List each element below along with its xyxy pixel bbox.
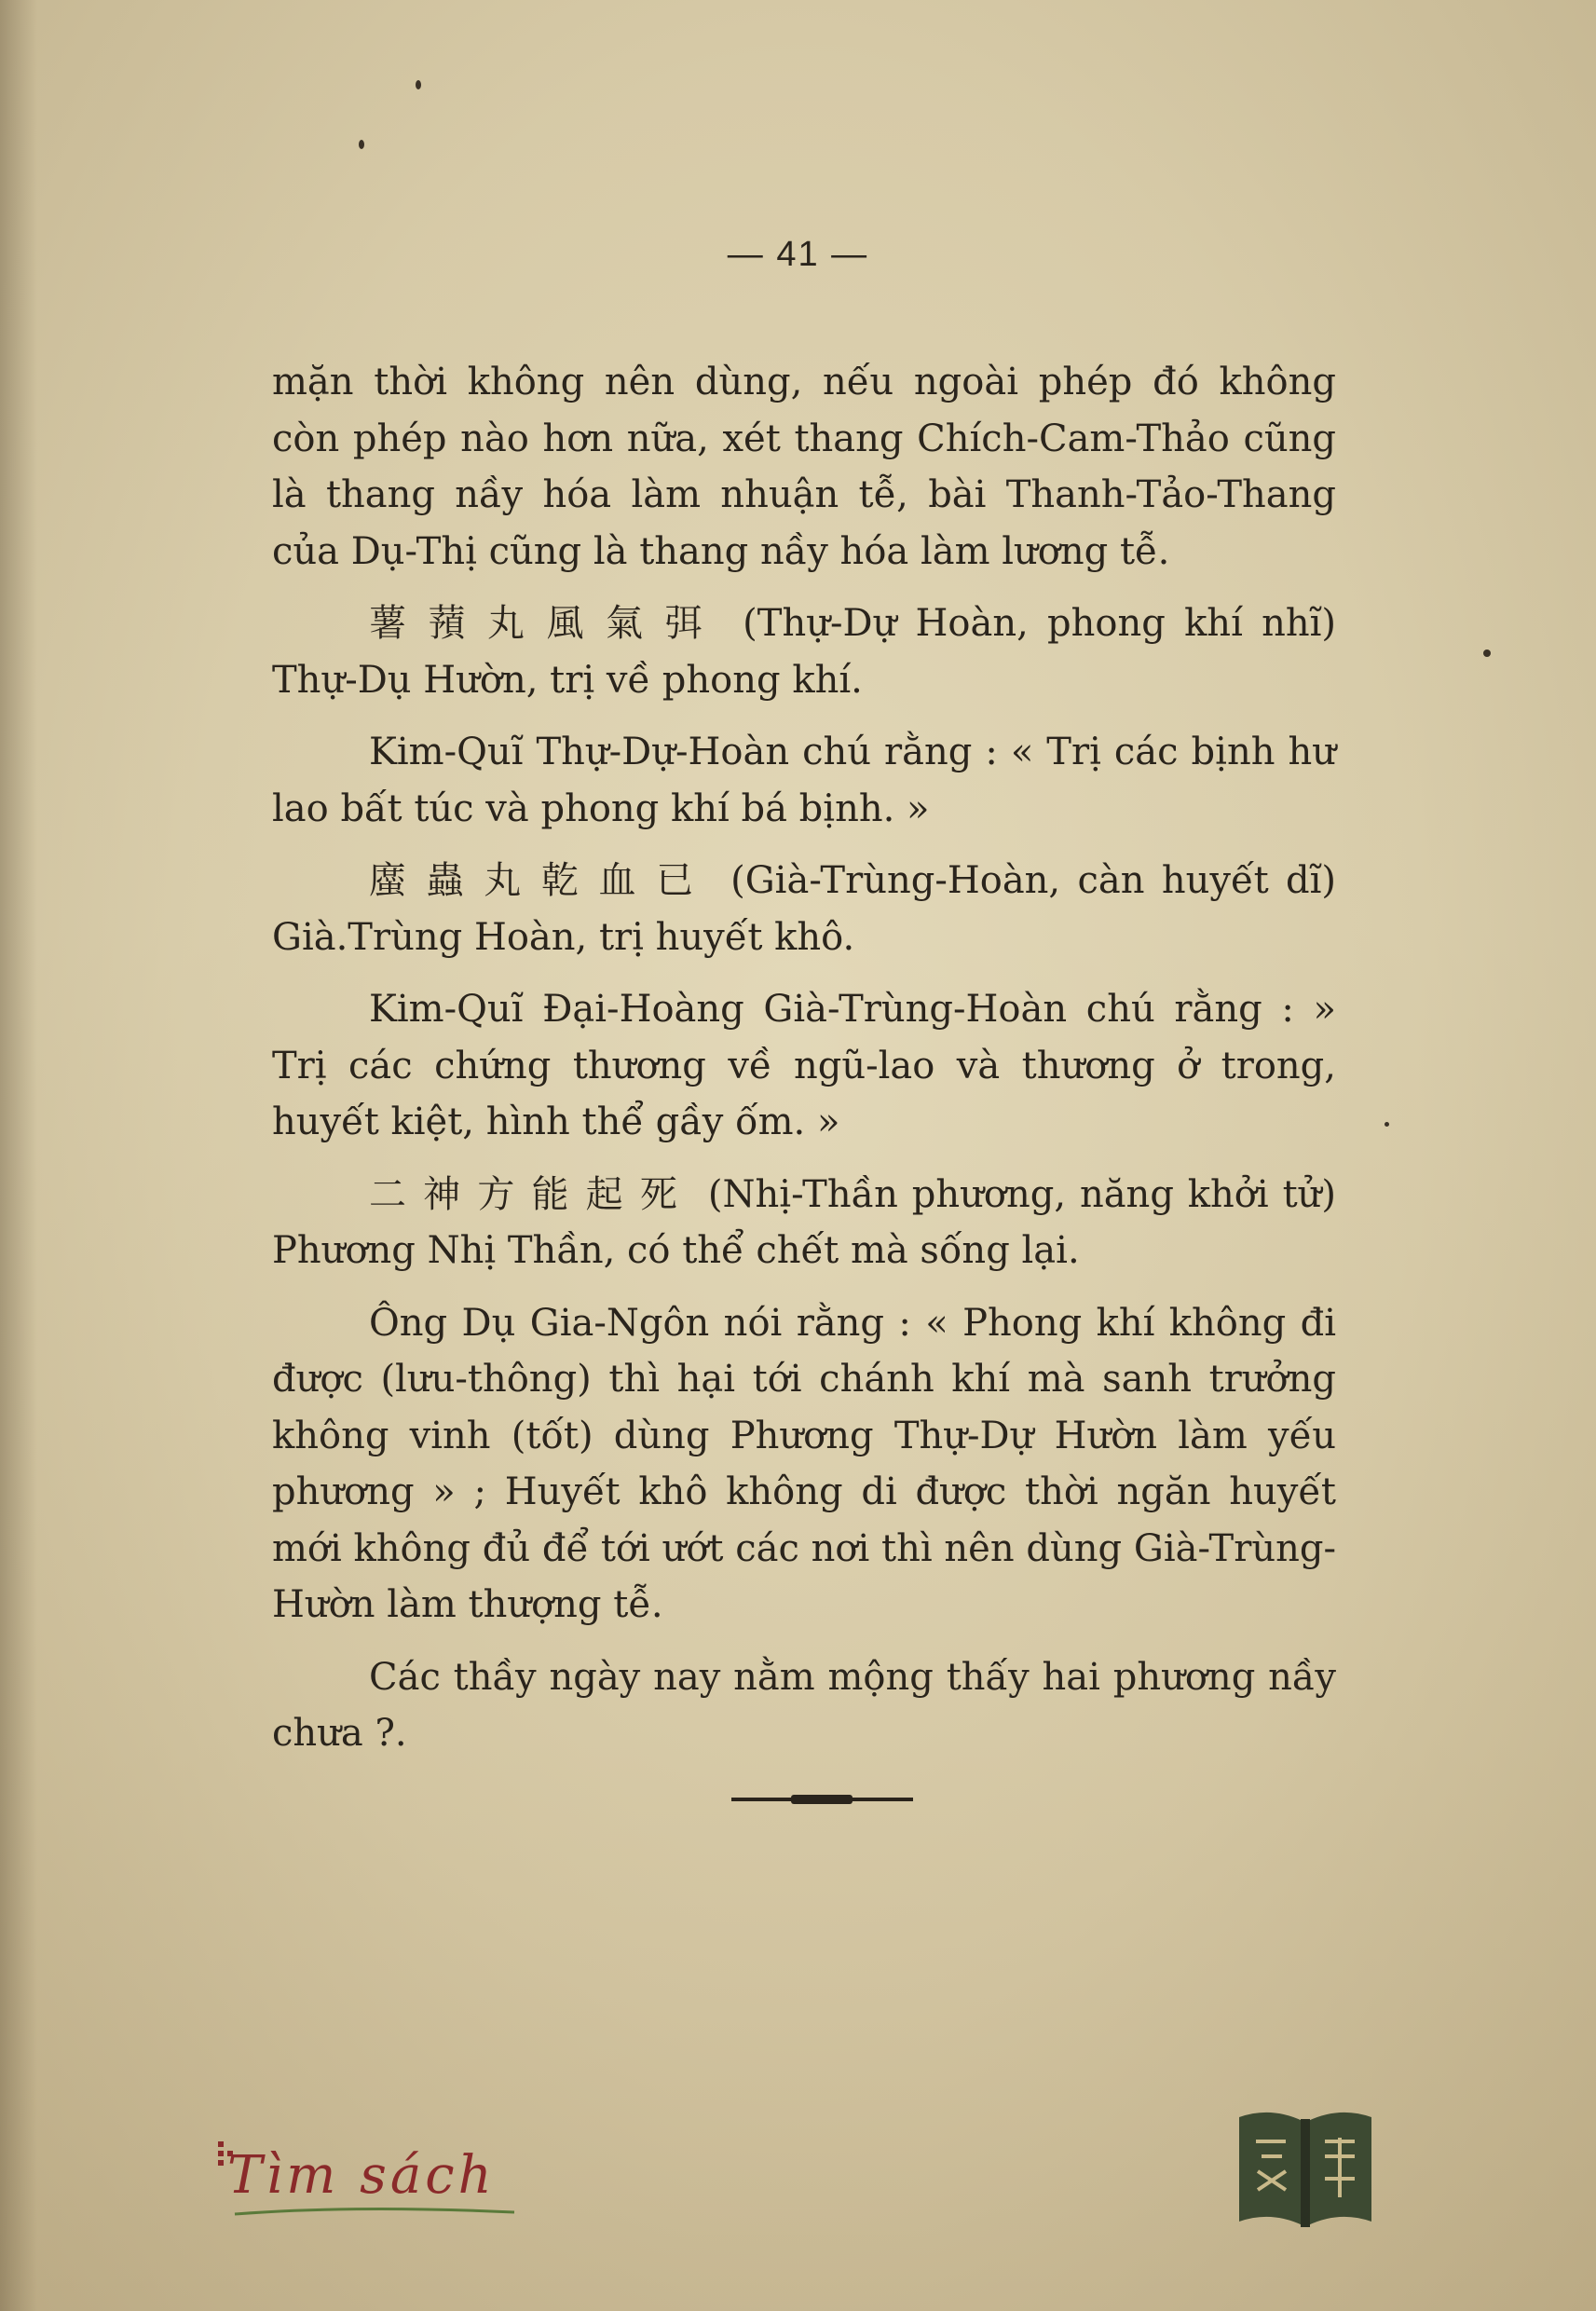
ink-speck (1385, 1122, 1389, 1127)
han-heading: 䗪蟲丸乾血已 (369, 859, 714, 902)
book-logo-icon (1232, 2100, 1379, 2233)
paragraph-5: Kim-Quĩ Đại-Hoàng Già-Trùng-Hoàn chú rằng : » Trị các chứng thương về ngũ-lao và thương ở trong, huyết kiệt, hình thể gầy ốm. » (272, 988, 1336, 1143)
page-edge-shadow (0, 0, 37, 2311)
paragraph-4-text: (Già-Trùng-Hoàn, càn huyết dĩ) Già.Trùng Hoàn, trị huyết khô. (272, 859, 1337, 959)
ornament-knot (791, 1795, 853, 1804)
han-heading: 薯蕷丸風氣弭 (369, 602, 724, 645)
paragraph-4 (272, 853, 1336, 965)
watermark-underline-icon (216, 2140, 533, 2223)
watermark-text: Tìm sách (227, 2145, 496, 2206)
paragraph-2 (272, 595, 1336, 708)
paragraph-6-text: (Nhị-Thần phương, năng khởi tử) Phương Nhị Thần, có thể chết mà sống lại. (272, 1172, 1337, 1272)
page-number: — 41 — (727, 235, 869, 274)
ink-speck (1483, 650, 1491, 657)
paragraph-1: mặn thời không nên dùng, nếu ngoài phép đó không còn phép nào hơn nữa, xét thang Chích-Cam-Thảo cũng là thang nầy hóa làm nhuận tễ, bài Thanh-Tảo-Thang của Dụ-Thị cũng là thang nầy hóa làm lương tễ. (272, 361, 1336, 573)
ink-speck (416, 80, 421, 89)
ink-speck (359, 140, 364, 149)
paragraph-6 (272, 1167, 1336, 1279)
paragraph-3: Kim-Quĩ Thự-Dự-Hoàn chú rằng : « Trị các bịnh hư lao bất túc và phong khí bá bịnh. » (272, 731, 1336, 830)
end-ornament (731, 1795, 913, 1804)
han-heading: 二神方能起死 (369, 1172, 695, 1216)
paragraph-8: Các thầy ngày nay nằm mộng thấy hai phương nầy chưa ?. (272, 1655, 1336, 1755)
body-text (272, 354, 1336, 1778)
paragraph-2-text: (Thự-Dự Hoàn, phong khí nhĩ) Thự-Dụ Hườn, trị về phong khí. (272, 602, 1336, 702)
paragraph-7: Ông Dụ Gia-Ngôn nói rằng : « Phong khí không đi được (lưu-thông) thì hại tới chánh khí mà sanh trưởng không vinh (tốt) dùng Phương Thự-Dự Hườn làm yếu phương » ; Huyết khô không di được thời ngăn huyết mới không đủ để tới ướt các nơi thì nên dùng Già-Trùng-Hườn làm thượng tễ. (272, 1301, 1336, 1626)
watermark-logo (216, 2140, 533, 2223)
